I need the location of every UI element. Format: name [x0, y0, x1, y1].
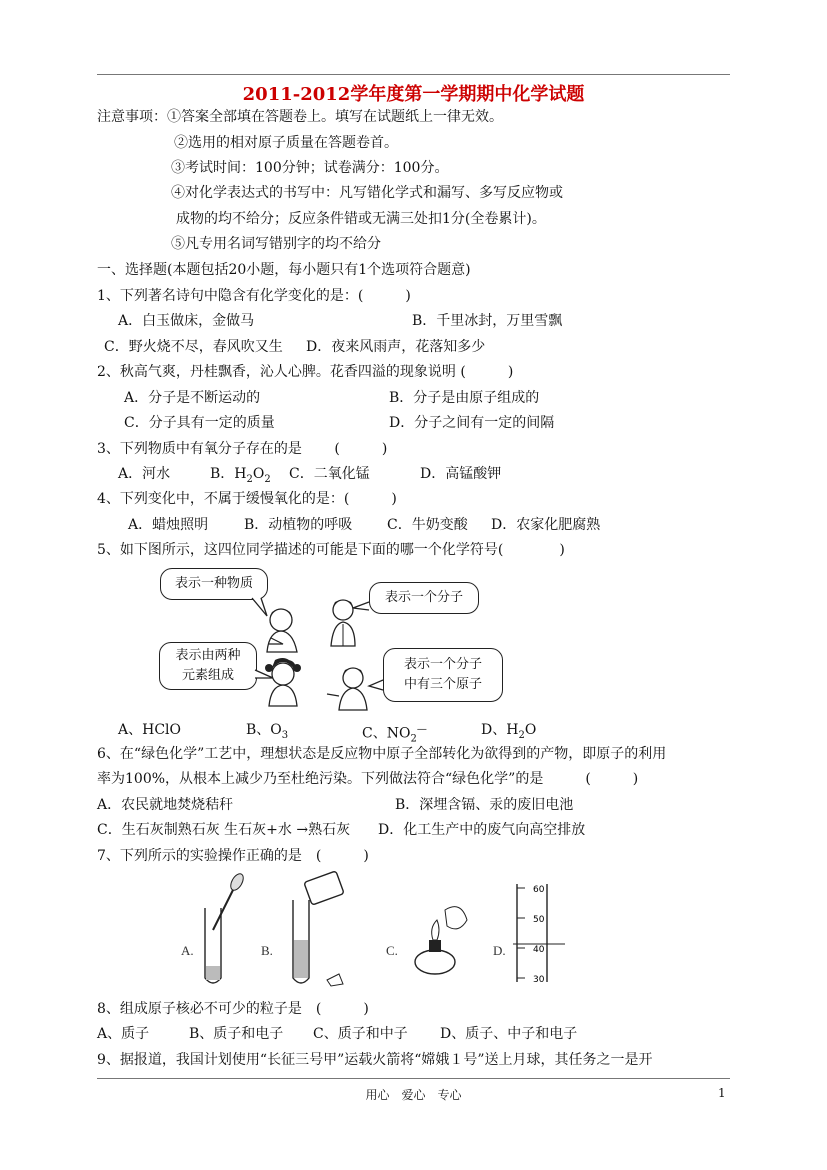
q6-stem-line-1: 6、在“绿色化学”工艺中，理想状态是反应物中原子全部转化为欲得到的产物，即原子的利用 [97, 746, 667, 762]
q6-option-b: B．深埋含镉、汞的废旧电池 [395, 797, 574, 813]
q7-label-b: B. [261, 943, 273, 958]
q3-b-mid: O [252, 466, 265, 482]
q5-students-figure [157, 566, 527, 712]
q3-option-b [210, 465, 271, 489]
test-tube-pouring [293, 871, 344, 986]
q2-option-a: A．分子是不断运动的 [124, 390, 261, 406]
q2-option-c: C．分子具有一定的质量 [124, 415, 275, 431]
note-5: ⑤凡专用名词写错别字的均不给分 [171, 236, 381, 252]
q8-stem: 8、组成原子核必不可少的粒子是 ( ) [97, 1001, 369, 1017]
q3-option-c: C．二氧化锰 [289, 466, 370, 482]
q1-option-b: B．千里冰封，万里雪飘 [412, 313, 563, 329]
q5-d-sub: 2 [518, 729, 525, 741]
q1-stem: 1、下列著名诗句中隐含有化学变化的是：( ) [97, 288, 411, 304]
tick-40: 40 [533, 945, 545, 955]
tick-60: 60 [533, 885, 545, 895]
speech-bubble-1: 表示一种物质 [160, 568, 268, 600]
q8-option-c: C、质子和中子 [313, 1026, 408, 1042]
q1-option-c: C．野火烧不尽，春风吹又生 [104, 339, 283, 355]
q5-option-a: A、HClO [118, 722, 181, 738]
q5-d-text: D、H [481, 722, 519, 738]
q4-option-c: C．牛奶变酸 [387, 517, 468, 533]
section-heading: 一、选择题(本题包括20小题，每小题只有1个选项符合题意) [97, 262, 471, 278]
q5-b-sub: 3 [281, 729, 289, 741]
students-illustration [157, 566, 527, 712]
speech-bubble-2: 表示一个分子 [369, 582, 479, 614]
note-4b: 成物的均不给分；反应条件错或无满三处扣1分(全卷累计)。 [176, 211, 546, 227]
notes-row-1 [97, 108, 503, 126]
tick-30: 30 [533, 975, 545, 985]
q7-label-d: D. [493, 943, 506, 958]
student-2-figure [331, 600, 355, 646]
q2-option-d: D．分子之间有一定的间隔 [389, 415, 555, 431]
q4-option-d: D．农家化肥腐熟 [491, 517, 601, 533]
note-3: ③考试时间：100分钟；试卷满分：100分。 [171, 160, 449, 176]
bubble-3-line-2: 元素组成 [181, 668, 234, 683]
student-3-figure [265, 658, 301, 706]
q7-label-a: A. [181, 943, 194, 958]
alcohol-lamp [415, 907, 467, 974]
q9-stem: 9、据报道，我国计划使用“长征三号甲”运载火箭将“嫦娥１号”送上月球，其任务之一是开 [97, 1052, 653, 1068]
q3-b-sub1: 2 [246, 473, 253, 485]
q3-b-text: B．H [210, 466, 247, 482]
q2-stem: 2、秋高气爽，丹桂飘香，沁人心脾。花香四溢的现象说明 ( ) [97, 364, 514, 380]
note-1: ①答案全部填在答题卷上。填写在试题纸上一律无效。 [167, 109, 503, 125]
graduated-cylinder [513, 884, 565, 985]
q8-option-d: D、质子、中子和电子 [440, 1026, 578, 1042]
test-tube-dropper [205, 872, 246, 983]
q5-d-post: O [524, 722, 537, 738]
q4-stem: 4、下列变化中，不属于缓慢氧化的是：( ) [97, 491, 397, 507]
q4-option-a: A．蜡烛照明 [128, 517, 209, 533]
q5-stem: 5、如下图所示，这四位同学描述的可能是下面的哪一个化学符号( ) [97, 542, 565, 558]
q5-c-sup: — [416, 724, 427, 735]
q6-option-c: C．生石灰制熟石灰 生石灰+水 →熟石灰 [97, 822, 351, 838]
page-footer: 用心 爱心 专心 [365, 1088, 462, 1102]
note-4a: ④对化学表达式的书写中：凡写错化学式和漏写、多写反应物或 [171, 185, 563, 201]
q6-option-d: D．化工生产中的废气向高空排放 [378, 822, 586, 838]
bubble-4-line-2: 中有三个原子 [403, 677, 482, 692]
q8-option-b: B、质子和电子 [189, 1026, 284, 1042]
q4-option-b: B．动植物的呼吸 [244, 517, 353, 533]
q5-option-b [246, 721, 288, 745]
note-2: ②选用的相对原子质量在答题卷首。 [174, 135, 398, 151]
q5-b-text: B、O [246, 722, 282, 738]
header-rule [97, 74, 730, 75]
q8-option-a: A、质子 [97, 1026, 150, 1042]
lab-operations-illustration [175, 870, 565, 990]
q3-b-sub2: 2 [264, 473, 271, 485]
bubble-3-line-1: 表示由两种 [175, 648, 241, 663]
q5-option-d [481, 721, 536, 745]
q5-c-sub: 2 [410, 733, 417, 745]
bubble-4-line-1: 表示一个分子 [403, 657, 482, 672]
page-title: 2011-2012学年度第一学期期中化学试题 [242, 84, 585, 105]
student-4-figure [327, 668, 367, 710]
q1-option-d: D．夜来风雨声，花落知多少 [306, 339, 486, 355]
q7-lab-figure [175, 870, 565, 990]
q7-stem: 7、下列所示的实验操作正确的是 ( ) [97, 848, 369, 864]
q6-option-a: A．农民就地焚烧秸秆 [97, 797, 234, 813]
notes-label: 注意事项： [97, 109, 167, 125]
footer-rule [97, 1078, 730, 1079]
page-number: 1 [718, 1086, 726, 1100]
q3-option-d: D．高锰酸钾 [420, 466, 502, 482]
q6-stem-line-2: 率为100%，从根本上减少乃至杜绝污染。下列做法符合“绿色化学”的是 ( ) [97, 771, 639, 787]
q3-stem: 3、下列物质中有氧分子存在的是 ( ) [97, 441, 388, 457]
student-1-figure [267, 609, 297, 652]
q3-option-a: A．河水 [118, 466, 171, 482]
q1-option-a: A．白玉做床，金做马 [118, 313, 255, 329]
q5-c-text: C、NO [362, 725, 411, 742]
q7-label-c: C. [386, 943, 398, 958]
q2-option-b: B．分子是由原子组成的 [389, 390, 540, 406]
tick-50: 50 [533, 915, 545, 925]
